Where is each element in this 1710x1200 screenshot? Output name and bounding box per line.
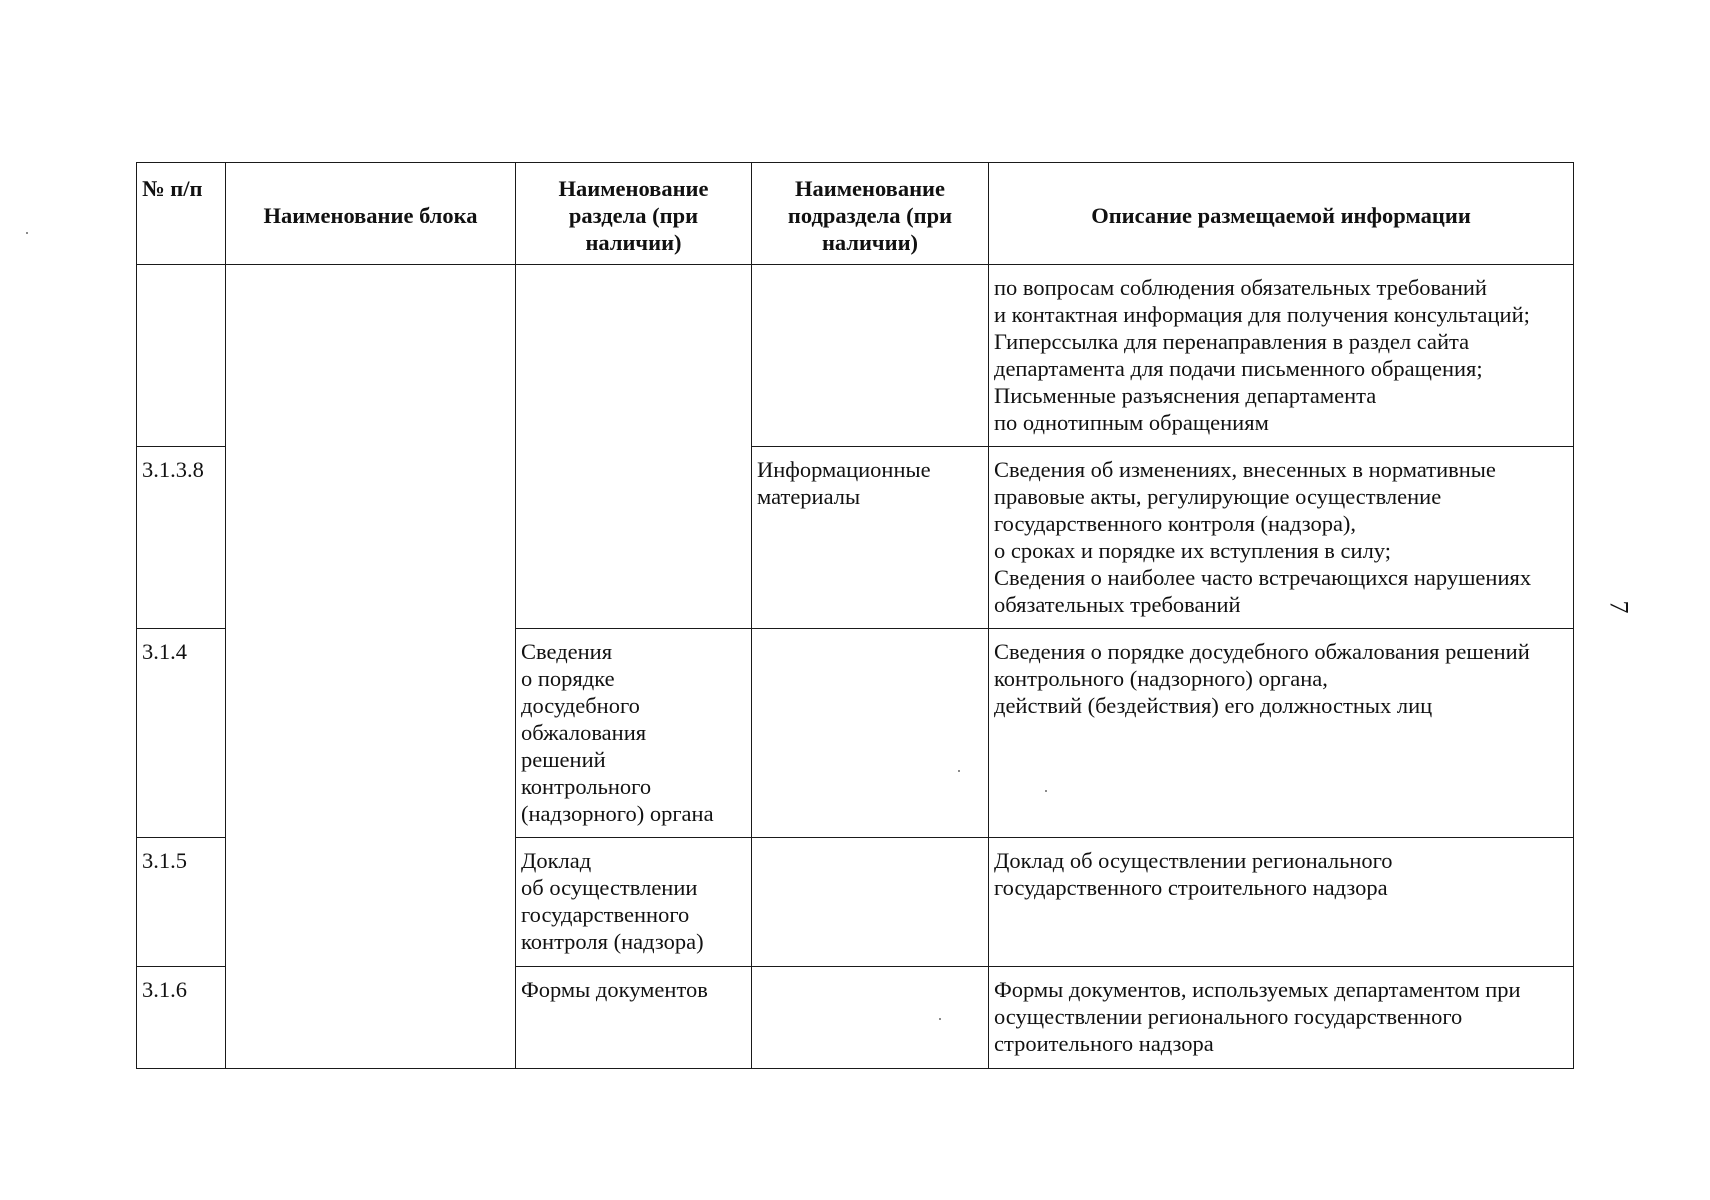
scan-speck <box>958 770 960 772</box>
cell-section <box>516 265 752 629</box>
info-table <box>136 162 1574 1069</box>
cell-num: 3.1.3.8 <box>137 447 226 629</box>
cell-description: Сведения об изменениях, внесенных в нормативные правовые акты, регулирующие осуществление государственного контроля (надзора), о сроках и порядке их вступления в силу; Сведения о наиболее часто встречающихся нарушениях обязательных требований <box>989 447 1574 629</box>
scan-speck <box>939 1018 941 1020</box>
cell-subsection <box>752 838 989 967</box>
cell-description: Формы документов, используемых департаментом при осуществлении регионального государственного строительного надзора <box>989 967 1574 1069</box>
cell-subsection <box>752 967 989 1069</box>
cell-description: Сведения о порядке досудебного обжалования решений контрольного (надзорного) органа, действий (бездействия) его должностных лиц <box>989 629 1574 838</box>
cell-subsection <box>752 265 989 447</box>
cell-num <box>137 265 226 447</box>
header-description: Описание размещаемой информации <box>989 163 1574 265</box>
page-number: 7 <box>1604 600 1634 614</box>
cell-subsection <box>752 629 989 838</box>
cell-section: Сведения о порядке досудебного обжалования решений контрольного (надзорного) органа <box>516 629 752 838</box>
cell-subsection: Информационные материалы <box>752 447 989 629</box>
table-header-row <box>137 163 1574 265</box>
cell-description: Доклад об осуществлении регионального государственного строительного надзора <box>989 838 1574 967</box>
cell-num: 3.1.6 <box>137 967 226 1069</box>
header-section: Наименование раздела (при наличии) <box>516 163 752 265</box>
cell-num: 3.1.5 <box>137 838 226 967</box>
cell-section: Доклад об осуществлении государственного контроля (надзора) <box>516 838 752 967</box>
scan-speck <box>26 232 28 234</box>
cell-description: по вопросам соблюдения обязательных требований и контактная информация для получения консультаций; Гиперссылка для перенаправления в раздел сайта департамента для подачи письменного обращения; Письменные разъяснения департамента по однотипным обращениям <box>989 265 1574 447</box>
cell-block <box>226 265 516 1069</box>
header-subsection: Наименование подраздела (при наличии) <box>752 163 989 265</box>
header-num: № п/п <box>137 163 226 265</box>
cell-num: 3.1.4 <box>137 629 226 838</box>
cell-section: Формы документов <box>516 967 752 1069</box>
scan-speck <box>1045 790 1047 792</box>
table-row <box>137 265 1574 447</box>
header-block: Наименование блока <box>226 163 516 265</box>
